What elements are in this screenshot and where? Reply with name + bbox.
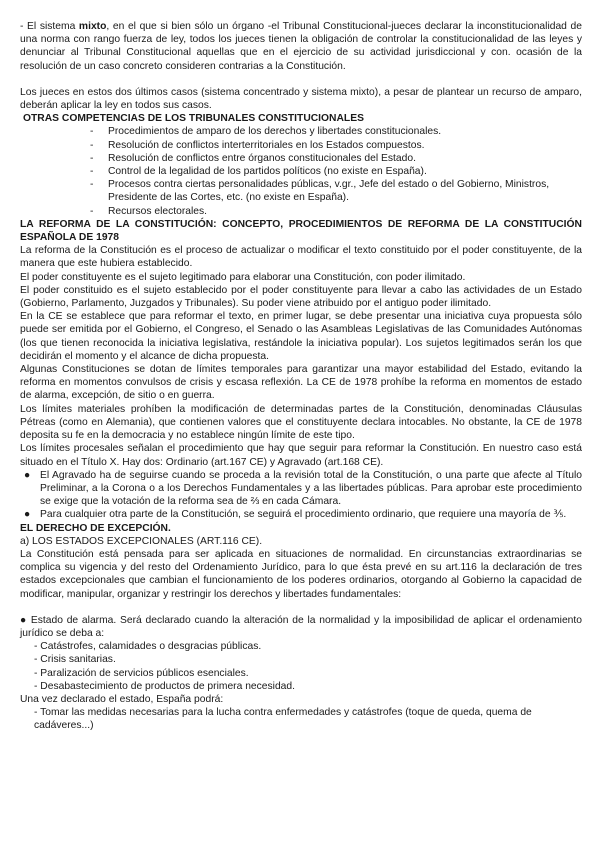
list-item: - Desabastecimiento de productos de primera necesidad. [34,680,295,692]
medidas-item: - Tomar las medidas necesarias para la lucha contra enfermedades y catástrofes (toque de queda, quema de cadáveres...) [34,707,532,732]
list-item: - Resolución de conflictos interterritoriales en los Estados compuestos. [90,139,582,152]
agravado-bullet [20,469,582,509]
jueces-paragraph: Los jueces en estos dos últimos casos (sistema concentrado y sistema mixto), a pesar de plantear un recurso de amparo, deberán aplicar la ley en todos sus casos. [20,86,582,112]
limites-procesales-paragraph: Los límites procesales señalan el procedimiento que hay que seguir para reformar la Constitución. En nuestro caso está situado en el Título X. Hay dos: Ordinario (art.167 CE) y Agravado (art.168 CE). [20,443,582,468]
otras-competencias-heading: OTRAS COMPETENCIAS DE LOS TRIBUNALES CONSTITUCIONALES [23,113,364,125]
list-item: - Catástrofes, calamidades o desgracias públicas. [34,641,262,653]
mixto-term: mixto [78,21,107,32]
ordinario-bullet [20,508,582,521]
competencias-list [20,125,582,217]
mixto-paragraph [20,20,582,73]
poder-constituyente-paragraph: El poder constituyente es el sujeto legitimado para elaborar una Constitución, con poder ilimitado. [20,271,466,283]
bullet-icon: ● [24,509,31,521]
declarado-paragraph: Una vez declarado el estado, España podrá: [20,693,224,705]
list-item: - Resolución de conflictos entre órganos constitucionales del Estado. [90,152,582,165]
estados-excepcionales-subheading: a) LOS ESTADOS EXCEPCIONALES (ART.116 CE). [20,535,263,547]
iniciativa-paragraph: En la CE se establece que para reformar el texto, en primer lugar, se debe presentar una iniciativa cuya propuesta sólo puede ser emitida por el Gobierno, el Congreso, el Senado o las Asambleas Legislativas de las Comunidades Autónomas (los que tienen reconocida la iniciativa legislativa, restándole la iniciativa popular). Los sujetos legitimados serán los que decidirán el momento y el alcance de dicha propuesta. [20,311,582,362]
reforma-heading: LA REFORMA DE LA CONSTITUCIÓN: CONCEPTO, PROCEDIMIENTOS DE REFORMA DE LA CONSTITUCIÓN ESPAÑOLA DE 1978 [20,218,582,244]
bullet-text: El Agravado ha de seguirse cuando se proceda a la revisión total de la Constitución, o una parte que afecte al Título Preliminar, a la Corona o a los Derechos Fundamentales y a las libertades públicas. Para aprobar este procedimiento se exige que la votación de la reforma sea de ⅔ en cada Cámara. [40,469,582,508]
bullet-icon: ● [24,469,31,481]
list-item: - Crisis sanitarias. [34,654,116,666]
excepcion-heading: EL DERECHO DE EXCEPCIÓN. [20,522,171,534]
list-item: - Procesos contra ciertas personalidades públicas, v.gr., Jefe del estado o del Gobierno, Ministros, Presidente de las Cortes, etc. (no existe en España). [90,178,582,204]
estado-alarma-paragraph: ● Estado de alarma. Será declarado cuando la alteración de la normalidad y la imposibilidad de aplicar el ordenamiento jurídico se deba a: [20,614,582,639]
constitucion-normalidad-paragraph: La Constitución está pensada para ser aplicada en situaciones de normalidad. En circunstancias extraordinarias se complica su vigencia y del resto del Ordenamiento Jurídico, para lo que ésta prevé en su art.116 la declaración de tres estados excepcionales que cambian el funcionamiento de los poderes ordinarios, otorgando al Gobierno la capacidad de modificar, manipular, organizar y restringir los derechos y libertades fundamentales: [20,548,582,600]
list-item: - Paralización de servicios públicos esenciales. [34,667,249,679]
bullet-text: Para cualquier otra parte de la Constitución, se seguirá el procedimiento ordinario, que requiere una mayoría de ⅗. [40,509,567,521]
limites-temporales-paragraph: Algunas Constituciones se dotan de límites temporales para garantizar una mayor estabilidad del Estado, evitando la reforma en momentos convulsos de crisis y escasa reflexión. La CE de 1978 prohíbe la reforma en momentos de estado de alarma, excepción, de sitio o en guerra. [20,364,582,402]
mixto-prefix: - El sistema [20,21,79,32]
list-item: - Procedimientos de amparo de los derechos y libertades constitucionales. [90,125,582,138]
limites-materiales-paragraph: Los límites materiales prohíben la modificación de determinadas partes de la Constitución, denominadas Cláusulas Pétreas (como en Alemania), que contienen valores que el constituyente declara intocables. No obstante, la CE de 1978 deposita su fe en la democracia y no establece ningún límite de este tipo. [20,403,582,442]
list-item: - Control de la legalidad de los partidos políticos (no existe en España). [90,165,582,178]
mixto-text: , en el que si bien sólo un órgano -el Tribunal Constitucional-jueces declarar la inconstitucionalidad de una norma con rango fuerza de ley, todos los jueces tienen la obligación de controlar la constitucionalidad de las leyes y denunciar al Tribunal Constitucional aquellas que en el ejercicio de su actividad jurisdiccional y con. ocasión de la resolución de un caso concreto consideren contrarias a la Constitución. [20,21,582,72]
poder-constituido-paragraph: El poder constituido es el sujeto establecido por el poder constituyente para llevar a cabo las actividades de un Estado (Gobierno, Parlamento, Juzgados y Tribunales). Su poder viene atribuido por el antiguo poder ilimitado. [20,284,582,310]
document-page [20,20,582,733]
list-item: - Recursos electorales. [90,205,582,218]
reforma-paragraph: La reforma de la Constitución es el proceso de actualizar o modificar el texto constituido por el poder constituyente, de la manera que este hubiera establecido. [20,245,582,270]
